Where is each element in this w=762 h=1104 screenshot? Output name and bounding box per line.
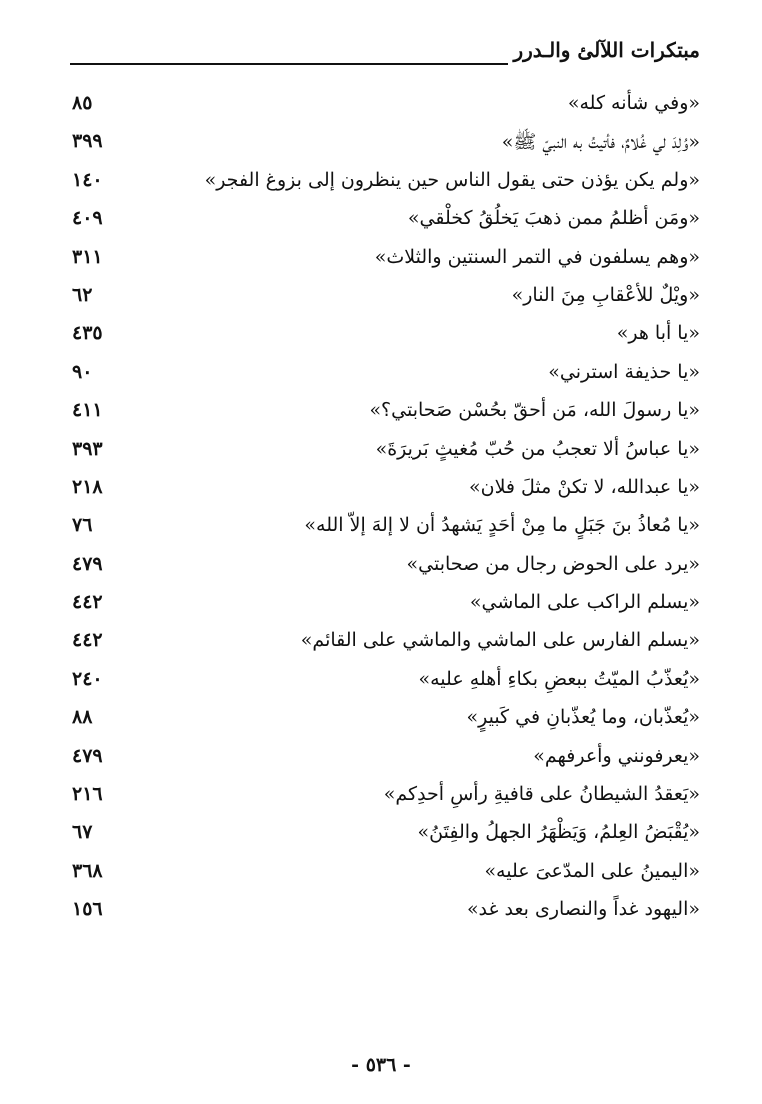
page-reference: ٣٩٩	[72, 130, 103, 153]
page-reference: ٣٦٨	[72, 859, 103, 882]
hadith-text: «ويْلٌ للأعْقابِ مِنَ النار»	[511, 283, 700, 306]
page-number: - ٥٣٦ -	[351, 1054, 411, 1076]
page-reference: ٣١١	[72, 245, 103, 268]
page-reference: ٨٨	[72, 706, 93, 729]
index-entry	[0, 856, 762, 894]
index-entry	[0, 549, 762, 587]
index-entry	[0, 817, 762, 855]
index-entry	[0, 894, 762, 932]
index-entry	[0, 357, 762, 395]
index-entry	[0, 587, 762, 625]
page-reference: ١٤٠	[72, 168, 103, 191]
page-reference: ٤٤٢	[72, 591, 103, 614]
index-entry	[0, 510, 762, 548]
index-entry	[0, 741, 762, 779]
index-entry	[0, 280, 762, 318]
hadith-text: «يا عبدالله، لا تكنْ مثلَ فلان»	[469, 475, 700, 498]
page-reference: ١٥٦	[72, 898, 103, 921]
page-reference: ٤١١	[72, 399, 103, 422]
hadith-text: «يا رسولَ الله، مَن أحقّ بحُسْن صَحابتي؟»	[369, 399, 700, 422]
page-reference: ٤٧٩	[72, 552, 103, 575]
page-reference: ٤٠٩	[72, 207, 103, 230]
index-entry	[0, 203, 762, 241]
page-reference: ٦٢	[72, 283, 93, 306]
index-entry	[0, 434, 762, 472]
page-reference: ٢١٦	[72, 783, 103, 806]
index-list	[0, 88, 762, 933]
index-entry	[0, 242, 762, 280]
running-header-title: مبتكرات اللآلئ والـدرر	[513, 38, 700, 62]
index-entry	[0, 702, 762, 740]
page-reference: ٢١٨	[72, 475, 103, 498]
hadith-text: «يسلم الراكب على الماشي»	[469, 591, 700, 614]
hadith-text: «يا عباسُ ألا تعجبُ من حُبّ مُغيثٍ بَريرَةَ»	[375, 437, 700, 460]
hadith-text: «يُعذّبان، وما يُعذّبانِ في كَبيرٍ»	[466, 706, 700, 729]
hadith-text: «يسلم الفارس على الماشي والماشي على القائم»	[300, 629, 700, 652]
hadith-text: «اليمينُ على المدّعىَ عليه»	[484, 859, 700, 882]
hadith-text: «يعرفونني وأعرفهم»	[533, 744, 700, 767]
page-reference: ٨٥	[72, 92, 93, 114]
index-entry	[0, 126, 762, 164]
page-reference: ٦٧	[72, 821, 93, 844]
hadith-text: «وهم يسلفون في التمر السنتين والثلاث»	[374, 245, 700, 268]
hadith-text: «يا أبا هر»	[616, 322, 700, 345]
page-reference: ٧٦	[72, 514, 93, 537]
hadith-text: «يرد على الحوض رجال من صحابتي»	[406, 552, 700, 575]
page-reference: ٣٩٣	[72, 437, 103, 460]
hadith-text: «اليهود غداً والنصارى بعد غد»	[466, 898, 700, 921]
index-entry	[0, 625, 762, 663]
index-entry	[0, 88, 762, 126]
header-rule	[70, 63, 508, 65]
hadith-text: «وُلِدَ لي غُلامٌ، فأتيتُ به النبيّ ﷺ»	[501, 131, 700, 154]
index-entry	[0, 664, 762, 702]
hadith-text: «وفي شأنه كله»	[567, 92, 700, 114]
index-entry	[0, 779, 762, 817]
page-reference: ٩٠	[72, 360, 93, 383]
page-reference: ٤٧٩	[72, 744, 103, 767]
hadith-text: «يا حذيفة استرني»	[548, 360, 700, 383]
index-entry	[0, 165, 762, 203]
hadith-text: «يُعذّبُ الميّتُ ببعضِ بكاءِ أهلهِ عليه»	[418, 667, 700, 690]
page-reference: ٤٤٢	[72, 629, 103, 652]
page-reference: ٤٣٥	[72, 322, 103, 345]
index-entry	[0, 318, 762, 356]
index-entry	[0, 472, 762, 510]
hadith-text: «يَعقدُ الشيطانُ على قافيةِ رأسِ أحدِكم»	[383, 783, 700, 806]
page-reference: ٢٤٠	[72, 667, 103, 690]
index-entry	[0, 395, 762, 433]
hadith-text: «يُقْبَضُ العِلمُ، وَيَظْهَرُ الجهلُ والفِتَنُ»	[417, 821, 700, 844]
hadith-text: «يا مُعاذُ بنَ جَبَلٍ ما مِنْ أحَدٍ يَشهدُ أن لا إلهَ إلاّ الله»	[304, 514, 700, 537]
hadith-text: «ومَن أظلمُ ممن ذهبَ يَخلُقُ كخلْقي»	[407, 207, 700, 230]
hadith-text: «ولم يكن يؤذن حتى يقول الناس حين ينظرون إلى بزوغ الفجر»	[204, 168, 700, 191]
